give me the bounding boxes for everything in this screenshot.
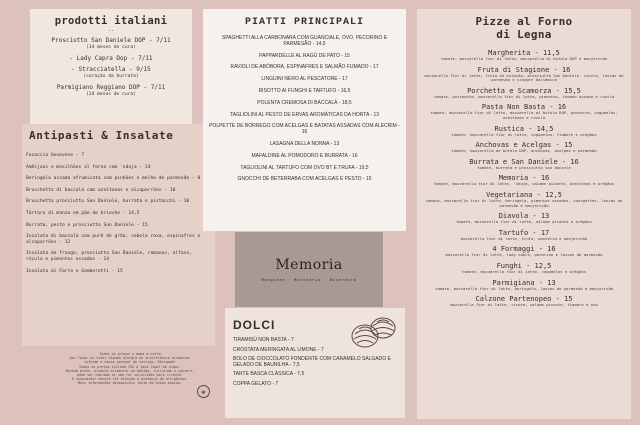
dolci-title: DOLCI <box>233 318 276 332</box>
antipasti-item: Insalata de frango, prosciutto San Daniele, romanos, alface, rúcula e pimentos assados - 14 <box>26 251 192 262</box>
pizza-item: Parmigiana - 13 tomate, mozzarella fior di latte, beringela, lascas de parmesão e manjericão <box>434 278 614 291</box>
pizza-item: Memoria - 16 tomate, mozzarella fior di latte, 'nduja, salame picante, azeitonas e orégãos <box>433 174 615 187</box>
pizza-item: Funghi - 12,5 tomate, mozzarella fior di latte, cogumelos e orégãos <box>461 261 587 274</box>
pizza-item: Diavola - 13 tomate, mozzarella fior di latte, salame picante e orégãos <box>456 212 592 225</box>
antipasti-title: Antipasti & Insalate <box>29 129 174 142</box>
pizza-item: Porchetta e Scamorza - 15,5 tomate, porchetta, mozzarella fior di latte, pimentos, fumado assado e rúcula <box>433 86 615 99</box>
piatto-item: SPAGHETTI ALLA CARBONARA COM GUANCIALE, OVO, PECORINO E PARMESÃO - 14,5 <box>221 35 388 47</box>
piatto-item: LASAGNA DELLA NONNA - 13 <box>269 140 340 147</box>
piatti-title: PIATTI PRINCIPALI <box>244 17 365 28</box>
pizza-item: Rustica - 14,5 tomate, mozzarella fior di latte, cogumelos, fiambre e orégãos <box>451 124 597 137</box>
memoria-logo-photo <box>235 232 383 307</box>
piatto-item: RISOTTO AI FUNGHI E TARTUFO - 16,5 <box>258 87 351 94</box>
pizza-item: Anchovas e Acelgas - 15 tomate, mozzarella de búfala DOP, anchovas, acelgas e parmesão <box>451 141 597 154</box>
pizza-item: Burrata e San Daniele - 16 tomate, burrata e prosciutto san daniele <box>469 157 579 170</box>
dolce-item: TIRAMISÙ NON BASTA - 7 <box>233 337 294 343</box>
piatto-item: RAVIOLI DE ABÓBORA, ESPINAFRES E SALMÃO FUMADO - 17 <box>230 64 379 71</box>
dolci-panel <box>225 308 405 418</box>
pasta-nest-icon <box>349 312 397 350</box>
pizze-panel <box>417 9 631 419</box>
pizze-title: Pizze al Forno di Legna <box>475 15 573 41</box>
piatto-item: TAGLIOLINI AL PESTO DE ERVAS AROMÁTICAS DA HORTA - 13 <box>229 111 380 118</box>
piatto-item: TAGLIOLINI AL TARTUFO COM OVO BT E TRUFA - 19,5 <box>240 164 369 171</box>
antipasti-item: Insalata di baccalà com purê de grão, cebola roxa, espinafres e alcaparrões - 12 <box>26 234 201 245</box>
piatto-item: POLENTA CREMOSA DI BACCALÀ - 18,5 <box>257 99 352 106</box>
dolce-item: BOLO DE CIOCCOLATO FONDENTE COM CARAMELO SALGADO E GELADO DE BAUNILHA - 7,5 <box>233 356 391 368</box>
dolce-item: CROSTATA MERINGATA AL LIMONE - 7 <box>233 346 324 353</box>
prodotti-italiani-panel <box>30 9 192 141</box>
dolce-item: COPPA GELATO - 7 <box>233 380 279 387</box>
antipasti-item: Burrata, pesto e prosciutto San Daniele - 15 <box>26 222 148 228</box>
prodotti-divider: -- <box>107 28 115 34</box>
prodotti-item: - Lady Capra Dop - 7/11 <box>69 55 153 62</box>
antipasti-item: Focaccia Genovese - 7 <box>26 153 85 158</box>
allergen-note: Todos os preços e mapa a carta por favor se tiver alguma alergia ou intolerância alimentar informe o nosso pessoal de serviço. Obrigado! Todos os preços incluem IVA à taxa legal em vigor. Nenhum prato, produto alimentar ou bebida, incluindo o couvert, pode ser cobrado se não for solicitado pelo cliente. O consumidor deverá ter atenção à presença de alergénios. Mais informações disponíveis junto da nossa equipa. <box>65 352 195 386</box>
memoria-subtitle: Mangiare · Mercearia · Bicerdura <box>261 278 357 282</box>
antipasti-item: Beringela assada afrumicata com pinhões e molho de parmesão - 8 <box>26 176 201 182</box>
pizza-item: Margherita - 11,5 tomate, mozzarella fior di latte, mozzarella di bufala DOP e manjericão <box>440 49 608 61</box>
prodotti-item: Parmigiano Reggiano DOP - 7/11 (24 meses de cura) <box>56 84 166 97</box>
pizza-item: 4 Formaggi - 16 mozzarella fior di latte, lady capra, pecorino e lascas de parmesão <box>445 245 603 258</box>
pizza-item: Calzone Partenopeo - 15 mozzarella fior di latte, ricota, salame picante, fiambre e ovo <box>450 295 598 308</box>
pizza-item: Tartufo - 17 mozzarella fior di latte, trufa, pancetta e manjericão <box>460 228 588 241</box>
prodotti-title: prodotti italiani <box>54 15 168 27</box>
antipasti-item: Amêijoas e mexilhões al forno com 'nduja - 14 <box>26 164 151 170</box>
antipasti-item: Insalata di Farro e Gamberetti - 15 <box>26 268 123 274</box>
antipasti-item: Bruschetta di baccalà com azeitonas e alcaparrões - 10 <box>26 187 176 193</box>
piatto-item: MAFALDINE AL POMODORO E BURRATA - 16 <box>251 152 358 159</box>
piatto-item: LINGUINI NERO AL PESCATORE - 17 <box>261 76 348 83</box>
pizza-item: Fruta di Stagione - 16 mozzarella fior di latte, fruta da estação, prosciutto San Daniele, rúcula, lascas de parmesão e vinagre balsâmico <box>424 65 624 83</box>
piatto-item: GNOCCHI DE BETERRABA COM ACELGAS E PESTO - 15 <box>237 176 372 183</box>
piatto-item: PAPPARDELLE AL RAGÙ DE PATO - 15 <box>259 52 350 59</box>
prodotti-item: Prosciutto San Daniele DOP - 7/11 (14 meses de cura) <box>51 37 171 50</box>
piatto-item: POLPETTE DE BORREGO COM ACELGAS E BATATAS ASSADAS COM ALECRIM - 16 <box>209 123 400 136</box>
pizza-item: Pasta Non Basta - 16 tomate, mozzarella fior di latte, mozzarella di bufala DOP, pancetta, cogumelos, azeitonas e rúcula <box>430 103 618 120</box>
dolce-item: TARTE BASCA CLÁSSICA - 7,5 <box>233 371 305 378</box>
antipasti-item: Tártaro di manzo em pão de brioche - 14,5 <box>26 210 140 216</box>
piatti-principali-panel <box>203 9 406 231</box>
memoria-title: Memoria <box>275 257 343 273</box>
antipasti-item: Bruschetta prosciutto San Daniele, burrata e pistacchi - 10 <box>26 199 190 205</box>
flower-logo-icon: ❀ <box>197 385 210 398</box>
prodotti-item: - Stracciatella - 9/15 (coração da burrata) <box>71 66 151 79</box>
pizza-item: Vegetariana - 12,5 tomate, mozzarella fior di latte, beringela, pimentos assados, courgettes, lascas de parmesão e manjericão <box>425 190 623 208</box>
antipasti-panel <box>22 124 215 346</box>
